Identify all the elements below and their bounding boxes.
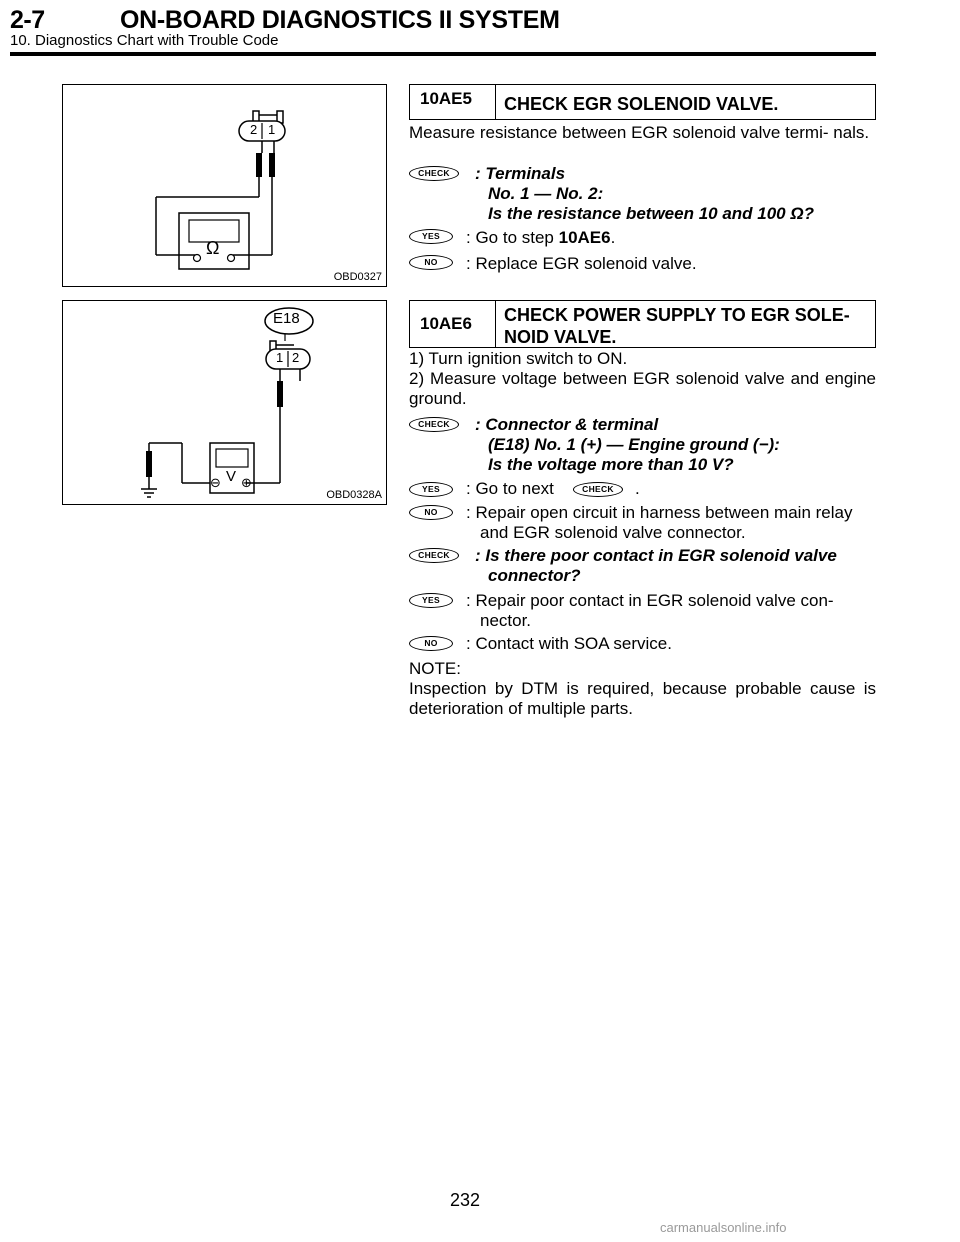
figure-voltage-diagram [62,300,387,505]
check-connector-terminals: (E18) No. 1 (+) — Engine ground (−): [488,435,780,454]
check-question: Is the resistance between 10 and 100 Ω? [488,204,815,223]
check-badge: CHECK [409,417,459,432]
yes-badge: YES [409,593,453,608]
check-badge: CHECK [409,548,459,563]
yes-prefix: : Go to step [466,228,559,247]
connector-pin-2: 2 [292,350,300,365]
step-title-line1: CHECK POWER SUPPLY TO EGR SOLE- [504,305,850,325]
step-title: CHECK EGR SOLENOID VALVE. [504,94,779,114]
yes-answer-suffix: . [635,479,640,498]
no-answer: : Replace EGR solenoid valve. [466,254,697,273]
section-subtitle: 10. Diagnostics Chart with Trouble Code [10,32,279,49]
step-title-line2: NOID VALVE. [504,327,617,347]
check-badge: CHECK [409,166,459,181]
instruction-2: 2) Measure voltage between EGR solenoid valve and engine ground. [409,369,876,408]
note-text: Inspection by DTM is required, because probable cause is deterioration of multiple parts. [409,679,876,718]
yes-badge: YES [409,229,453,244]
step-title [496,301,875,347]
step-id: 10AE5 [410,85,496,119]
yes-answer-line2: nector. [480,611,532,630]
check-terminal-pair: No. 1 — No. 2: [488,184,604,203]
step-instruction: Measure resistance between EGR solenoid valve termi- nals. [409,123,870,142]
no-answer-line2: and EGR solenoid valve connector. [480,523,746,542]
check-poor-contact-cont: connector? [488,566,581,585]
no-badge: NO [409,255,453,270]
figure-label: OBD0327 [333,271,382,283]
check-terminals: : Terminals [475,164,566,183]
figure-resistance-diagram [62,84,387,287]
section-title: ON-BOARD DIAGNOSTICS II SYSTEM [120,6,560,34]
check-voltage-question: Is the voltage more than 10 V? [488,455,734,474]
step-id: 10AE6 [410,301,496,347]
step-header-10ae6 [409,300,876,348]
check-connector: : Connector & terminal [475,415,659,434]
instruction-1: 1) Turn ignition switch to ON. [409,349,628,368]
yes-answer [466,228,878,248]
header-rule [10,52,876,56]
yes-answer-line1: : Repair poor contact in EGR solenoid valve con- [466,591,834,610]
page-number: 232 [450,1190,481,1210]
yes-step-link: 10AE6 [558,228,611,247]
connector-pin-1: 1 [276,350,284,365]
watermark-url: carmanualsonline.info [660,1220,787,1235]
step-header-10ae5 [409,84,876,120]
no-answer-line1: : Repair open circuit in harness between main relay [466,503,853,522]
check-poor-contact: : Is there poor contact in EGR solenoid valve [475,546,837,565]
section-number: 2-7 [10,6,45,34]
volt-symbol: V [226,468,237,485]
meter-positive: ⊕ [241,475,252,490]
yes-answer: : Go to next [466,479,554,498]
ohm-symbol: Ω [206,238,220,258]
resistance-diagram-svg [63,85,388,288]
no-badge: NO [409,636,453,651]
meter-negative: ⊖ [210,475,221,490]
yes-badge: YES [409,482,453,497]
check-badge-inline: CHECK [573,482,623,497]
no-answer: : Contact with SOA service. [466,634,672,653]
connector-pin-1: 1 [268,122,276,137]
connector-id-label: E18 [273,310,300,327]
figure-label: OBD0328A [326,489,382,501]
connector-pin-2: 2 [250,122,258,137]
yes-suffix: . [610,228,616,247]
note-label: NOTE: [409,659,461,678]
no-badge: NO [409,505,453,520]
